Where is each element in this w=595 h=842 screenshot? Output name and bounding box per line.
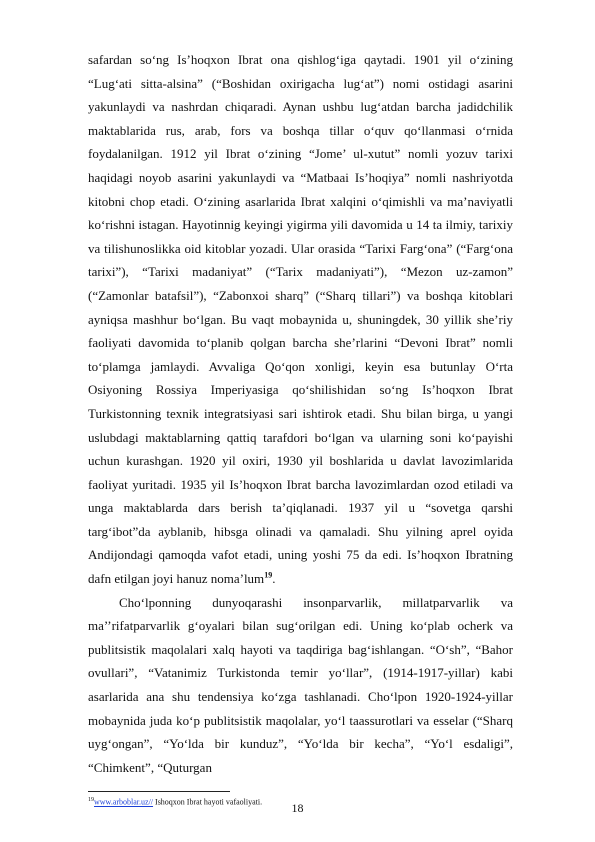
document-page xyxy=(88,48,513,810)
footnote-reference[interactable]: 19 xyxy=(264,570,273,580)
page-number: 18 xyxy=(291,801,304,815)
body-paragraph-2: Cho‘lponning dunyoqarashi insonparvarlik, millatparvarlik va ma’’rifatparvarlik g‘oyalari bilan sug‘orilgan edi. Uning ko‘plab ocherk va publitsistik maqolalari xalq hayoti va taqdiriga bag‘ishlangan. “O‘sh”, “Bahor ovullari”, “Vatanimiz Turkistonda temir yo‘llar”, (1914-1917-yillar) kabi asarlarida ana shu tendensiya ko‘zga tashlanadi. Cho‘lpon 1920-1924-yillar mobaynida juda ko‘p publitsistik maqolalar, yo‘l taassurotlari va esselar (“Sharq uyg‘ongan”, “Yo‘lda bir kunduz”, “Yo‘lda bir kecha”, “Yo‘l esdaligi”, “Chimkent”, “Quturgan xyxy=(88,594,513,775)
body-paragraph-1 xyxy=(88,48,513,591)
paragraph-1-text: safardan so‘ng Is’hoqxon Ibrat ona qishlog‘iga qaytadi. 1901 yil o‘zining “Lug‘ati sitta-alsina” (“Boshidan oxirigacha lug‘at”) nomi ostidagi asarini yakunlaydi va nashrdan chiqaradi. Aynan ushbu lug‘atdan barcha jadidchilik maktablarida rus, arab, fors va boshqa tillar o‘quv qo‘llanmasi o‘rnida foydalanilgan. 1912 yil Ibrat o‘zining “Jome’ ul-xutut” nomli yozuv tarixi haqidagi noyob asarini yakunlaydi va “Matbaai Is’hoqiya” nomli nashriyotda kitobni chop etadi. O‘zining asarlarida Ibrat xalqini o‘qimishli va ma’naviyatli ko‘rishni istagan. Hayotinnig keyingi yigirma yili davomida u 14 ta ilmiy, tarixiy va tilishunoslikka oid kitoblar yozadi. Ular orasida “Tarixi Farg‘ona” (“Farg‘ona tarixi”), “Tarixi madaniyat” (“Tarix madaniyati”), “Mezon uz-zamon” (“Zamonlar batafsil”), “Zabonxoi sharq” (“Sharq tillari”) va boshqa kitoblari ayniqsa mashhur bo‘lgan. Bu vaqt mobaynida u, shuningdek, 30 yillik she’riy faoliyati davomida to‘planib qolgan barcha she’rlarini “Devoni Ibrat” nomli to‘plamga jamlaydi. Avvaliga Qo‘qon xonligi, keyin esa butunlay O‘rta Osiyoning Rossiya Imperiyasiga qo‘shilishidan so‘ng Is’hoqxon Ibrat Turkistonning texnik integratsiyasi sari ishtirok etadi. Shu bilan birga, u yangi uslubdagi maktablarning qattiq tarafdori bo‘lgan va ularning soni ko‘payishi uchun kurashgan. 1920 yil oxiri, 1930 yil boshlarida u davlat lavozimlarida faoliyat yuritadi. 1935 yil Is’hoqxon Ibrat barcha lavozimlardan ozod etiladi va unga maktablarda dars berish ta’qiqlanadi. 1937 yil u “sovetga qarshi targ‘ibot”da ayblanib, hibsga olinadi va qamaladi. Shu yilning aprel oyida Andijondagi qamoqda vafot etadi, uning yoshi 75 da edi. Is’hoqxon Ibratning dafn etilgan joyi hanuz noma’lum xyxy=(88,52,513,587)
paragraph-1-end: . xyxy=(272,571,276,587)
footnote-divider xyxy=(88,791,230,792)
footnote-text: Ishoqxon Ibrat hayoti vafaoliyati. xyxy=(153,798,263,808)
footnote-number: 19 xyxy=(88,797,94,804)
footnote-link[interactable]: www.arboblar.uz// xyxy=(94,798,154,808)
